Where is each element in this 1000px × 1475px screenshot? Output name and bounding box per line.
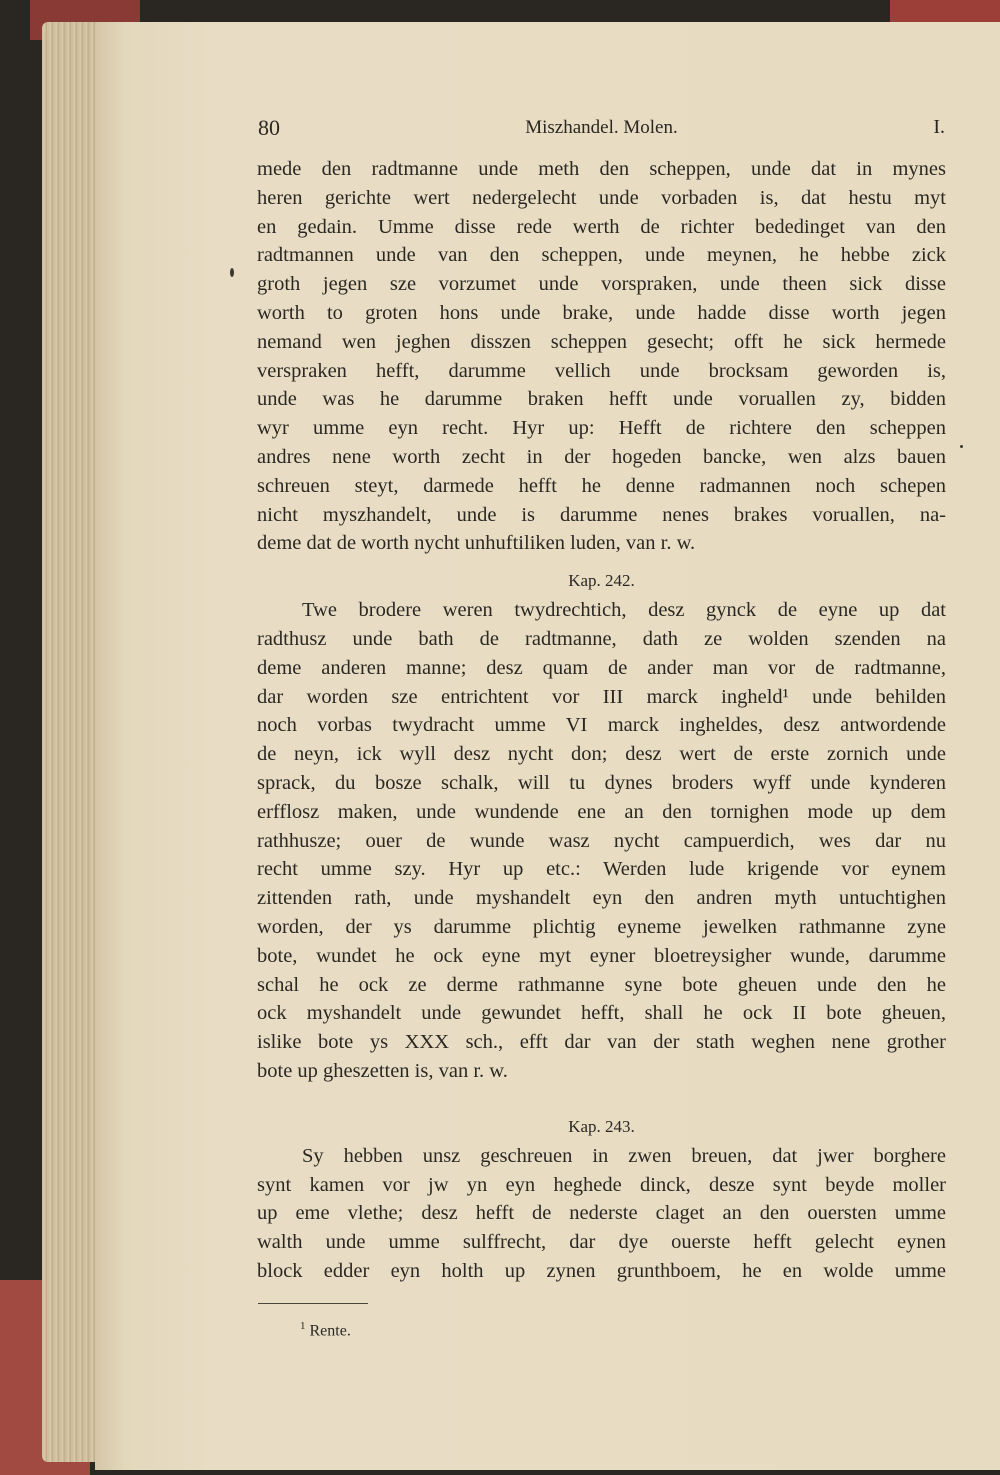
text-line: wyr umme eyn recht. Hyr up: Hefft de richtere den scheppen — [257, 417, 946, 440]
text-line: recht umme szy. Hyr up etc.: Werden lude krigende vor eynem — [257, 858, 946, 881]
text-line: de neyn, ick wyll desz nycht don; desz wert de erste zornich unde — [257, 743, 946, 766]
text-line: en gedain. Umme disse rede werth de richter bededinget van den — [257, 215, 946, 238]
text-line: deme dat de worth nycht unhuftiliken luden, van r. w. — [257, 532, 696, 555]
page-number: 80 — [258, 115, 280, 140]
text-line: groth jegen sze vorzumet unde vorspraken, unde theen sick disse — [257, 273, 946, 296]
running-head — [258, 115, 945, 145]
text-line: erfflosz maken, unde wundende ene an den tornighen mode up dem — [257, 800, 946, 823]
text-line: nicht myszhandelt, unde is darumme nenes brakes voruallen, na- — [257, 503, 946, 526]
text-line: bote up gheszetten is, van r. w. — [257, 1059, 508, 1082]
footnote-marker: 1 — [300, 1320, 306, 1332]
text-line: andres nene worth zecht in der hogeden bancke, wen alzs bauen — [257, 445, 946, 468]
text-line: up eme vlethe; desz hefft de nederste claget an den ouersten umme — [257, 1202, 946, 1225]
text-line: heren gerichte wert nedergelecht unde vorbaden is, dat hestu myt — [257, 186, 946, 209]
text-line: ock myshandelt unde gewundet hefft, shall he ock II bote gheuen, — [257, 1002, 946, 1025]
text-line: islike bote ys XXX sch., efft dar van der stath weghen nene grother — [257, 1031, 946, 1054]
text-line: Sy hebben unsz geschreuen in zwen breuen, dat jwer borghere — [302, 1144, 946, 1167]
text-line: mede den radtmanne unde meth den scheppen, unde dat in mynes — [257, 158, 946, 180]
text-line: schreuen steyt, darmede hefft he denne radmannen noch schepen — [257, 474, 946, 497]
text-line: verspraken hefft, darumme vellich unde brocksam geworden is, — [257, 359, 946, 382]
text-line: worth to groten hons unde brake, unde hadde disse worth jegen — [257, 301, 946, 324]
text-line: radthusz unde bath de radtmanne, dath ze wolden szenden na — [257, 627, 946, 650]
text-line: sprack, du bosze schalk, will tu dynes broders wyff unde kynderen — [257, 771, 946, 794]
text-line: schal he ock ze derme rathmanne syne bote gheuen unde den he — [257, 973, 946, 996]
text-line: nemand wen jeghen disszen scheppen gesecht; offt he sick hermede — [257, 330, 946, 353]
text-line: Twe brodere weren twydrechtich, desz gynck de eyne up dat — [302, 599, 946, 622]
text-line: unde was he darumme braken hefft unde voruallen zy, bidden — [257, 388, 946, 411]
text-line: dar worden sze entrichtent vor III marck ingheld¹ unde behilden — [257, 685, 946, 708]
text-line: bote, wundet he ock eyne myt eyner bloetreysigher wunde, darumme — [257, 944, 946, 967]
chapter-243-body — [257, 1142, 946, 1286]
text-line: walth unde umme sulffrecht, dar dye ouerste hefft gelecht eynen — [257, 1231, 946, 1254]
paragraph-continued — [257, 155, 946, 558]
text-line: worden, der ys darumme plichtig eyneme jewelken rathmanne zyne — [257, 915, 946, 938]
running-title: Miszhandel. Molen. — [525, 117, 678, 138]
footnote-rule — [258, 1303, 368, 1304]
text-line: synt kamen vor jw yn eyn heghede dinck, desze synt beyde moller — [257, 1173, 946, 1196]
volume-number: I. — [933, 116, 945, 138]
text-line: zittenden rath, unde myshandelt eyn den andren myth untuchtighen — [257, 887, 946, 910]
text-line: rathhusze; ouer de wunde wasz nycht campuerdich, wes dar nu — [257, 829, 946, 852]
footnote — [300, 1320, 351, 1340]
chapter-heading-242: Kap. 242. — [568, 571, 635, 591]
footnote-text: Rente. — [309, 1322, 351, 1340]
ink-speck — [960, 445, 963, 448]
text-line: radtmannen unde van den scheppen, unde meynen, he hebbe zick — [257, 244, 946, 267]
text-line: block edder eyn holth up zynen grunthboem, he en wolde umme — [257, 1259, 946, 1282]
chapter-242-body — [257, 596, 946, 1086]
chapter-heading-243: Kap. 243. — [568, 1116, 635, 1136]
text-line: noch vorbas twydracht umme VI marck ingheldes, desz antwordende — [257, 714, 946, 737]
main-text — [257, 155, 946, 1286]
ink-speck — [230, 268, 234, 277]
text-line: deme anderen manne; desz quam de ander man vor de radtmanne, — [257, 656, 946, 679]
